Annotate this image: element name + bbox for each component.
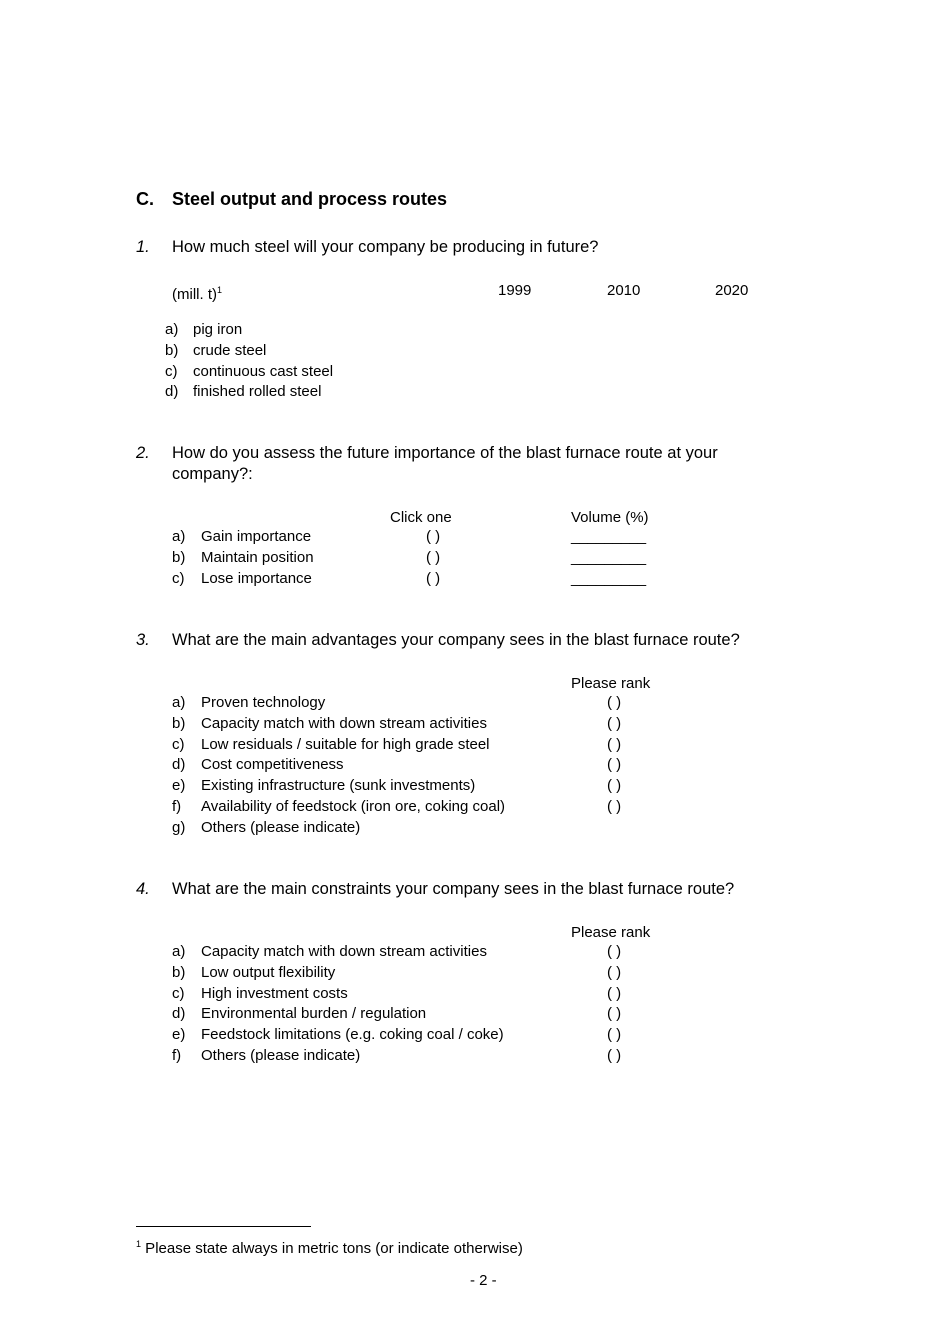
option-row [172,569,692,590]
item-letter: f) [172,1046,182,1064]
footnote-ref: 1 [217,285,223,295]
volume-blank-gain[interactable]: _________ [571,528,647,545]
item-label: Availability of feedstock (iron ore, coking coal) [201,797,506,815]
rank-row [172,942,692,963]
item-label: finished rolled steel [193,383,322,401]
item-letter: d) [172,1005,186,1023]
click-one-header: Click one [390,509,452,526]
rank-box[interactable]: ( ) [607,1026,622,1044]
item-letter: e) [172,1026,186,1044]
question-1-list [165,320,565,403]
rank-row [172,693,692,714]
rank-row [172,1025,692,1046]
item-label: Low residuals / suitable for high grade steel [201,735,490,753]
item-label: Cost competitiveness [201,756,344,774]
item-letter: b) [165,341,179,359]
question-3-number: 3. [136,631,150,649]
rank-row [172,1004,692,1025]
rank-box[interactable]: ( ) [607,797,622,815]
item-label: Existing infrastructure (sunk investments) [201,777,476,795]
item-letter: a) [165,321,179,338]
rank-box[interactable]: ( ) [607,756,622,774]
year-column-2010: 2010 [607,282,641,299]
rank-row [172,735,692,756]
item-letter: a) [172,694,186,711]
rank-header: Please rank [571,675,651,692]
item-letter: d) [172,756,186,774]
rank-row [172,714,692,735]
rank-row [172,776,692,797]
volume-blank-lose[interactable]: _________ [571,569,647,587]
rank-box[interactable]: ( ) [607,1046,622,1064]
option-row [172,527,692,548]
choice-box-maintain[interactable]: ( ) [426,548,441,566]
rank-row [172,1046,692,1067]
section-letter: C. [136,189,154,209]
list-item [165,382,565,403]
item-label: Environmental burden / regulation [201,1005,427,1023]
footnote-number: 1 [136,1239,142,1249]
choice-box-lose[interactable]: ( ) [426,569,441,587]
rank-box[interactable]: ( ) [607,694,622,711]
year-column-2020: 2020 [715,282,749,299]
item-label: Proven technology [201,694,326,711]
item-letter: b) [172,714,186,732]
item-label: Others (please indicate) [201,818,361,836]
footnote-text: Please state always in metric tons (or indicate otherwise) [141,1240,523,1257]
item-label: Low output flexibility [201,963,336,981]
unit-text: (mill. t) [172,286,217,303]
item-letter: a) [172,528,186,545]
item-label: Feedstock limitations (e.g. coking coal / coke) [201,1026,504,1044]
item-letter: c) [172,735,185,753]
item-label: Lose importance [201,569,312,587]
item-letter: e) [172,777,186,795]
rank-row [172,797,692,818]
question-2-text-line2: company?: [172,465,253,483]
question-3-text: What are the main advantages your company sees in the blast furnace route? [172,631,740,649]
item-label: continuous cast steel [193,362,334,380]
item-letter: b) [172,548,186,566]
list-item [165,320,565,341]
rank-box[interactable]: ( ) [607,714,622,732]
footnote [136,1234,523,1259]
footnote-divider [136,1226,311,1227]
item-label: Gain importance [201,528,312,545]
rank-row [172,984,692,1005]
rank-box[interactable]: ( ) [607,984,622,1002]
year-column-1999: 1999 [498,282,532,299]
volume-header: Volume (%) [571,509,649,526]
question-2-number: 2. [136,444,150,462]
item-label: pig iron [193,321,243,338]
item-letter: f) [172,797,182,815]
volume-blank-maintain[interactable]: _________ [571,548,647,566]
item-letter: c) [165,362,178,380]
rank-row [172,755,692,776]
question-1-text: How much steel will your company be producing in future? [172,238,599,256]
question-3-list [172,693,692,839]
section-title: Steel output and process routes [172,189,448,209]
question-4-text: What are the main constraints your company sees in the blast furnace route? [172,880,735,898]
list-item [165,362,565,383]
choice-box-gain[interactable]: ( ) [426,528,441,545]
item-label: crude steel [193,341,267,359]
rank-box[interactable]: ( ) [607,1005,622,1023]
rank-row [172,963,692,984]
question-2-text-line1: How do you assess the future importance of the blast furnace route at your [172,444,718,462]
item-letter: c) [172,984,185,1002]
rank-box[interactable]: ( ) [607,777,622,795]
unit-label [172,280,222,305]
item-letter: b) [172,963,186,981]
rank-row [172,818,692,839]
rank-header: Please rank [571,924,651,941]
item-label: Capacity match with down stream activities [201,714,487,732]
rank-box[interactable]: ( ) [607,963,622,981]
item-letter: a) [172,943,186,960]
item-label: Others (please indicate) [201,1046,361,1064]
item-label: Maintain position [201,548,314,566]
item-letter: c) [172,569,185,587]
item-label: Capacity match with down stream activities [201,943,487,960]
question-4-number: 4. [136,880,150,898]
item-letter: d) [165,383,179,401]
item-letter: g) [172,818,186,836]
option-row [172,548,692,569]
question-1-number: 1. [136,238,150,256]
item-label: High investment costs [201,984,348,1002]
list-item [165,341,565,362]
rank-box[interactable]: ( ) [607,943,622,960]
rank-box[interactable]: ( ) [607,735,622,753]
question-2-list [172,527,692,589]
page-number: - 2 - [470,1272,497,1289]
question-4-list [172,942,692,1067]
